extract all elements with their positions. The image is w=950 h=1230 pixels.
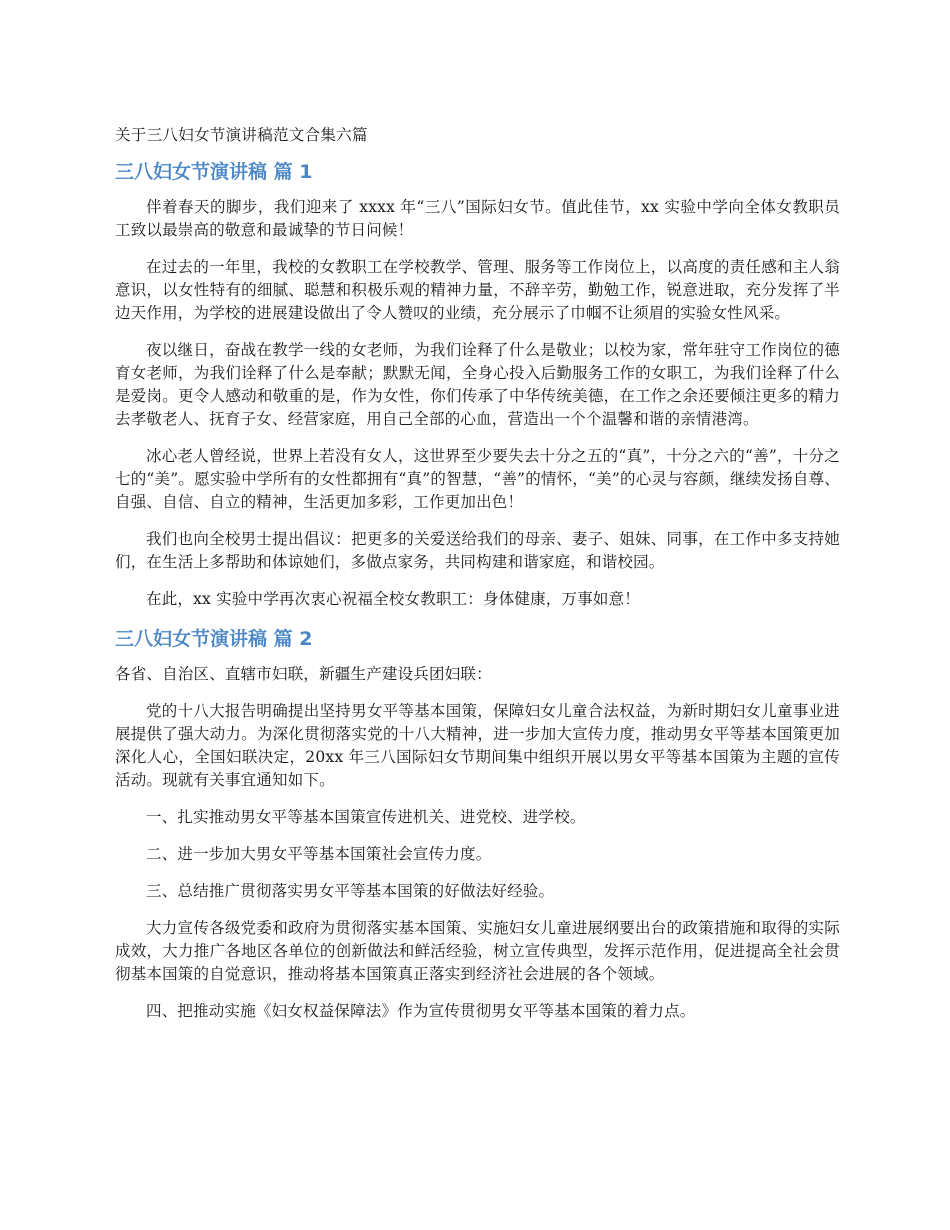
paragraph: 夜以继日，奋战在教学一线的女老师，为我们诠释了什么是敬业；以校为家，常年驻守工作岗位的德育女老师，为我们诠释了什么是奉献；默默无闻，全身心投入后勤服务工作的女职工，为我们诠释了什么是爱岗。更令人感动和敬重的是，作为女性，你们传承了中华传统美德，在工作之余还要倾注更多的精力去孝敬老人、抚育子女、经营家庭，用自己全部的心血，营造出一个个温馨和谐的亲情港湾。 — [115, 341, 840, 428]
paragraph: 一、扎实推动男女平等基本国策宣传进机关、进党校、进学校。 — [146, 808, 586, 826]
section-heading-1: 三八妇女节演讲稿 篇 1 — [115, 161, 313, 183]
section-heading-2: 三八妇女节演讲稿 篇 2 — [115, 628, 313, 650]
document-title: 关于三八妇女节演讲稿范文合集六篇 — [115, 126, 368, 144]
paragraph: 三、总结推广贯彻落实男女平等基本国策的好做法好经验。 — [146, 882, 555, 900]
paragraph: 伴着春天的脚步，我们迎来了 xxxx 年“三八”国际妇女节。值此佳节，xx 实验中学向全体女教职员工致以最崇高的敬意和最诚挚的节日问候！ — [115, 198, 840, 239]
salutation: 各省、自治区、直辖市妇联，新疆生产建设兵团妇联： — [115, 665, 492, 683]
paragraph: 在此，xx 实验中学再次衷心祝福全校女教职工：身体健康，万事如意！ — [146, 590, 641, 608]
paragraph: 二、进一步加大男女平等基本国策社会宣传力度。 — [146, 845, 492, 863]
paragraph: 在过去的一年里，我校的女教职工在学校教学、管理、服务等工作岗位上，以高度的责任感和主人翁意识，以女性特有的细腻、聪慧和积极乐观的精神力量，不辞辛劳，勤勉工作，锐意进取，充分发挥了半边天作用，为学校的进展建设做出了令人赞叹的业绩，充分展示了巾帼不让须眉的实验女性风采。 — [115, 258, 840, 322]
paragraph: 党的十八大报告明确提出坚持男女平等基本国策，保障妇女儿童合法权益，为新时期妇女儿童事业进展提供了强大动力。为深化贯彻落实党的十八大精神，进一步加大宣传力度，推动男女平等基本国策更加深化人心，全国妇联决定，20xx 年三八国际妇女节期间集中组织开展以男女平等基本国策为主题的宣传活动。现就有关事宜通知如下。 — [115, 702, 840, 789]
paragraph: 四、把推动实施《妇女权益保障法》作为宣传贯彻男女平等基本国策的着力点。 — [146, 1002, 696, 1020]
paragraph: 我们也向全校男士提出倡议：把更多的关爱送给我们的母亲、妻子、姐妹、同事，在工作中多支持她们，在生活上多帮助和体谅她们，多做点家务，共同构建和谐家庭，和谐校园。 — [115, 530, 840, 571]
paragraph: 冰心老人曾经说，世界上若没有女人，这世界至少要失去十分之五的“真”，十分之六的“善”，十分之七的“美”。愿实验中学所有的女性都拥有“真”的智慧，“善”的情怀，“美”的心灵与容颜，继续发扬自尊、自强、自信、自立的精神，生活更加多彩，工作更加出色！ — [115, 447, 840, 511]
document-page — [115, 124, 840, 1037]
paragraph: 大力宣传各级党委和政府为贯彻落实基本国策、实施妇女儿童进展纲要出台的政策措施和取得的实际成效，大力推广各地区各单位的创新做法和鲜活经验，树立宣传典型，发挥示范作用，促进提高全社会贯彻基本国策的自觉意识，推动将基本国策真正落实到经济社会进展的各个领域。 — [115, 919, 840, 983]
